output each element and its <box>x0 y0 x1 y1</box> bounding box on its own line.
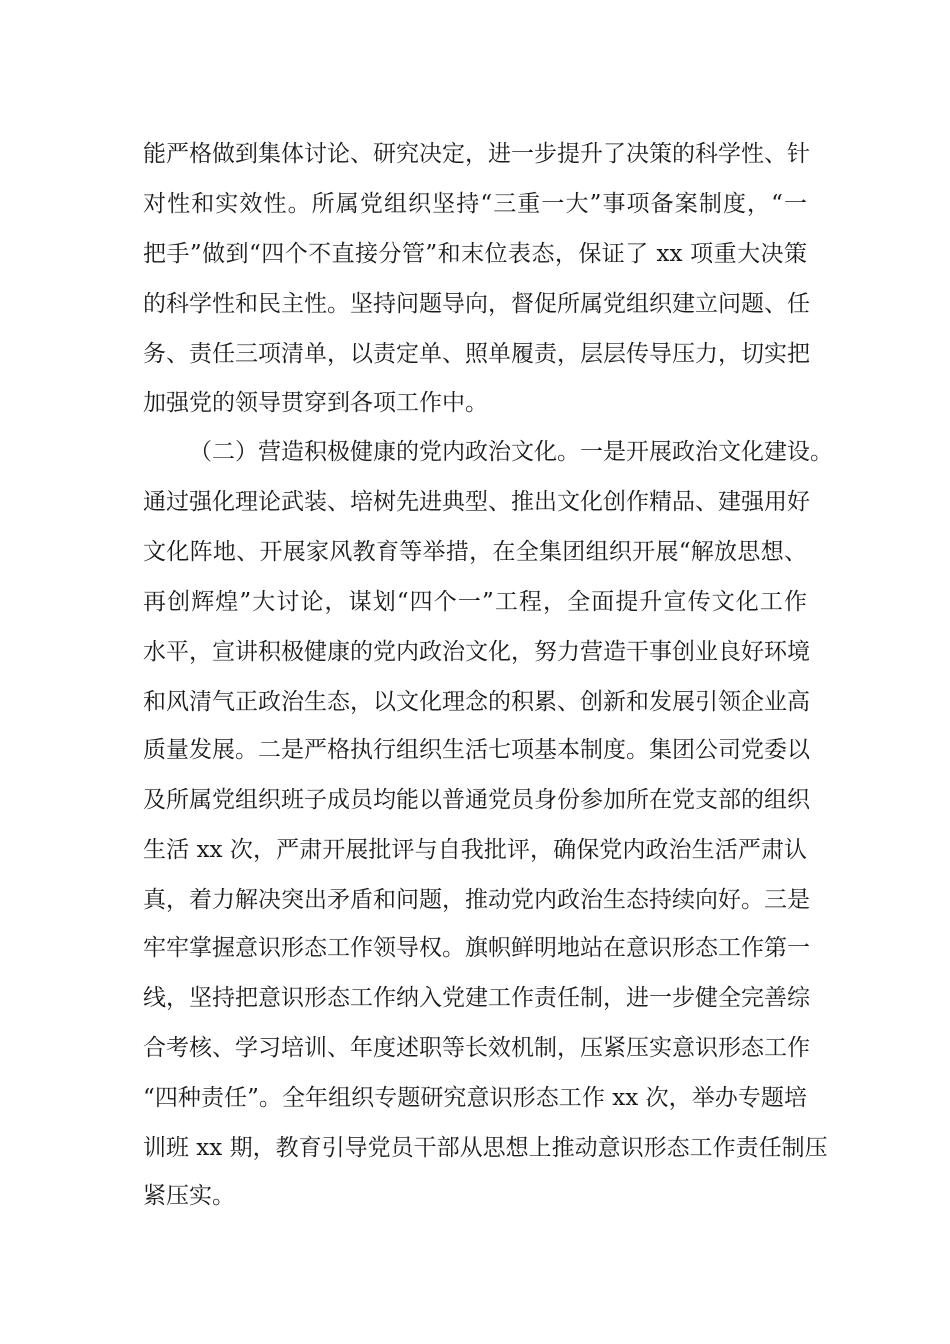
text-line: 及所属党组织班子成员均能以普通党员身份参加所在党支部的组织 <box>143 787 810 813</box>
text-line: “四种责任”。全年组织专题研究意识形态工作 xx 次，举办专题培 <box>143 1085 807 1111</box>
text-line: 能严格做到集体讨论、研究决定，进一步提升了决策的科学性、针 <box>143 141 810 167</box>
text-line: 务、责任三项清单，以责定单、照单履责，层层传导压力，切实把 <box>143 341 810 367</box>
text-line: 真，着力解决突出矛盾和问题，推动党内政治生态持续向好。三是 <box>143 887 810 913</box>
text-line: 合考核、学习培训、年度述职等长效机制，压紧压实意识形态工作 <box>143 1035 810 1061</box>
text-line: 线，坚持把意识形态工作纳入党建工作责任制，进一步健全完善综 <box>143 985 810 1011</box>
text-line: 通过强化理论武装、培树先进典型、推出文化创作精品、建强用好 <box>143 489 810 515</box>
text-line: 牢牢掌握意识形态工作领导权。旗帜鲜明地站在意识形态工作第一 <box>143 935 810 961</box>
text-line: 生活 xx 次，严肃开展批评与自我批评，确保党内政治生活严肃认 <box>143 837 807 863</box>
section-heading-line: （二）营造积极健康的党内政治文化。一是开展政治文化建设。 <box>189 439 833 465</box>
text-line: 把手”做到“四个不直接分管”和末位表态，保证了 xx 项重大决策 <box>143 241 807 267</box>
text-line: 的科学性和民主性。坚持问题导向，督促所属党组织建立问题、任 <box>143 291 810 317</box>
text-line: 对性和实效性。所属党组织坚持“三重一大”事项备案制度，“一 <box>143 191 807 217</box>
text-line: 质量发展。二是严格执行组织生活七项基本制度。集团公司党委以 <box>143 737 810 763</box>
text-line: 文化阵地、开展家风教育等举措，在全集团组织开展“解放思想、 <box>143 539 807 565</box>
text-line: 水平，宣讲积极健康的党内政治文化，努力营造干事创业良好环境 <box>143 639 810 665</box>
text-line: 加强党的领导贯穿到各项工作中。 <box>143 390 488 416</box>
text-line: 和风清气正政治生态，以文化理念的积累、创新和发展引领企业高 <box>143 689 810 715</box>
text-line: 训班 xx 期，教育引导党员干部从思想上推动意识形态工作责任制压 <box>143 1135 828 1161</box>
text-line: 再创辉煌”大讨论，谋划“四个一”工程，全面提升宣传文化工作 <box>143 589 807 615</box>
text-line: 紧压实。 <box>143 1183 235 1209</box>
